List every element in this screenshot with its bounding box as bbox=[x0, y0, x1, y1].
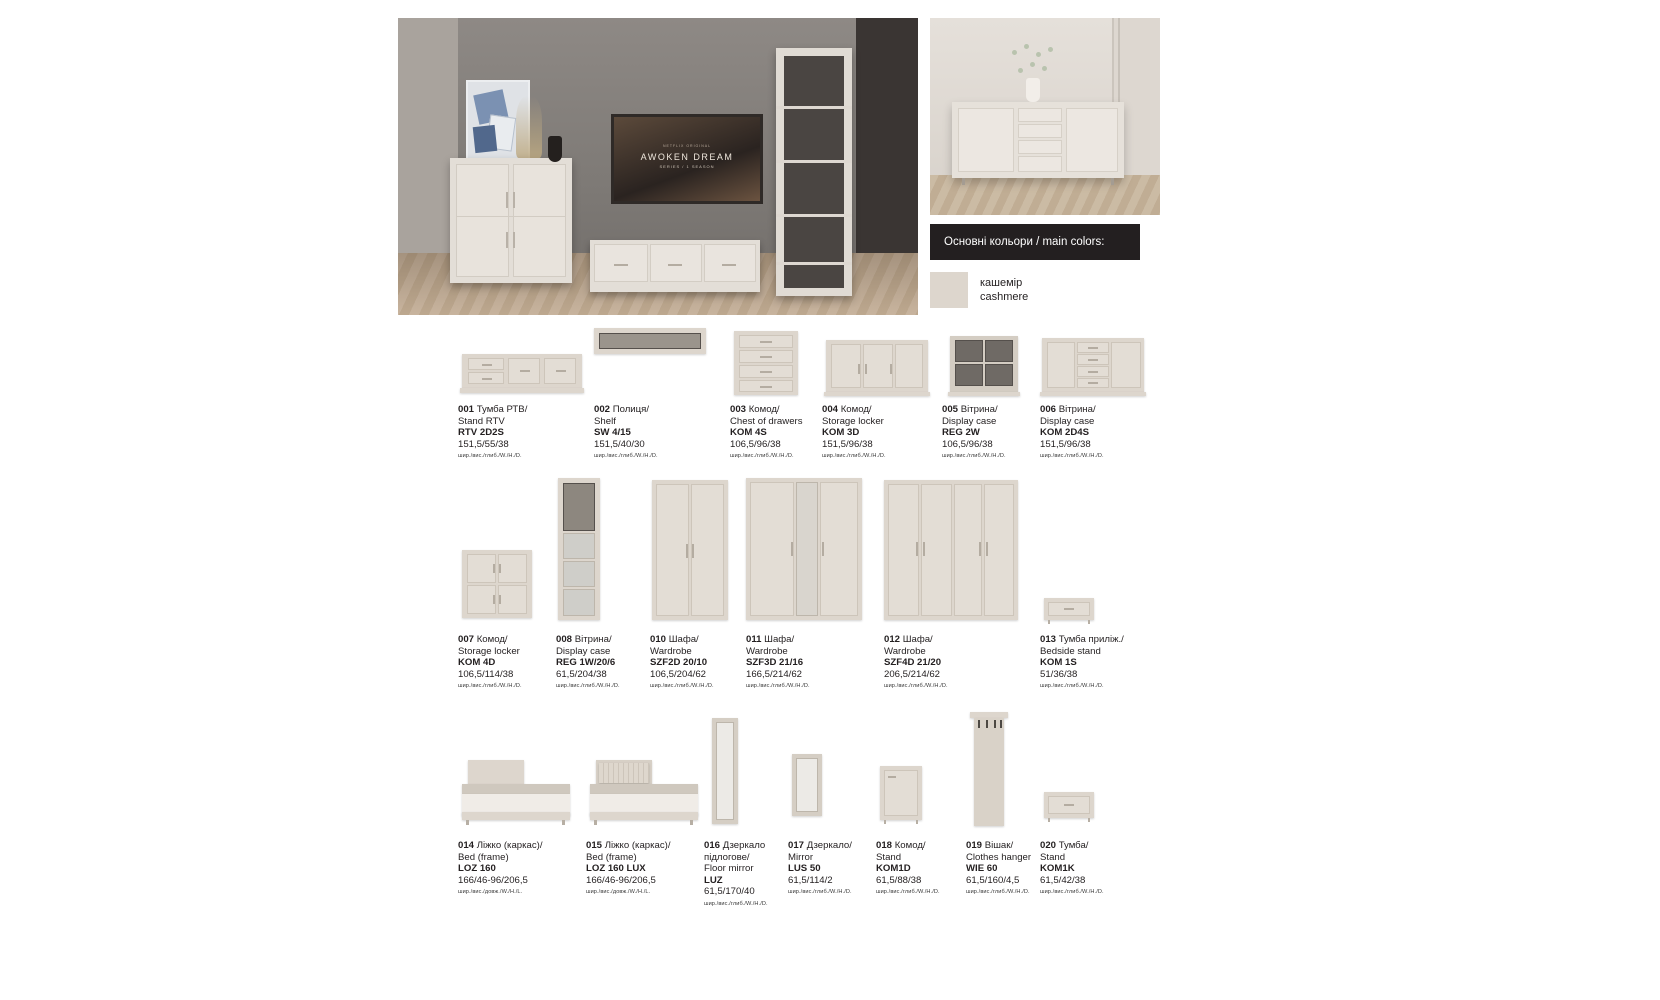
product-image-014 bbox=[458, 756, 578, 826]
product-name-en: Display case bbox=[942, 415, 997, 427]
product-number: 004 bbox=[822, 404, 841, 415]
product-code: SZF4D 21/20 bbox=[884, 657, 942, 669]
product-code: SZF3D 21/16 bbox=[746, 657, 804, 669]
photo-storage-locker bbox=[450, 158, 572, 283]
product-name-ua: Тумба приліж./ bbox=[1058, 634, 1124, 645]
dimension-note: шир./вис./довж./W./H./L. bbox=[586, 889, 651, 896]
main-colors-bar bbox=[930, 224, 1140, 260]
product-dimensions: 61,5/204/38 bbox=[556, 668, 607, 680]
product-name-en: Floor mirror bbox=[704, 863, 754, 875]
product-name-ua: Ліжко (каркас)/ bbox=[476, 840, 543, 851]
decor-vase bbox=[548, 136, 562, 162]
caption-015 bbox=[586, 840, 706, 899]
product-image-017 bbox=[792, 754, 842, 826]
dimension-note: шир./вис./глиб./W./H./D. bbox=[458, 683, 522, 690]
dimension-note: шир./вис./глиб./W./H./D. bbox=[884, 683, 948, 690]
caption-018 bbox=[876, 840, 966, 899]
room-scene-photo bbox=[398, 18, 918, 315]
product-name-en: Stand bbox=[1040, 851, 1066, 863]
product-number: 002 bbox=[594, 404, 613, 415]
caption-020 bbox=[1040, 840, 1130, 899]
product-name-en: Storage locker bbox=[822, 415, 884, 427]
dimension-note: шир./вис./глиб./W./H./D. bbox=[1040, 453, 1104, 460]
product-name-ua: Шафа/ bbox=[764, 634, 795, 645]
product-image-007 bbox=[458, 548, 548, 623]
caption-014 bbox=[458, 840, 578, 899]
product-code: LOZ 160 LUX bbox=[586, 863, 646, 875]
plant-branches bbox=[1008, 44, 1058, 80]
product-number: 012 bbox=[884, 634, 903, 645]
product-code: RTV 2D2S bbox=[458, 427, 504, 439]
cashmere-name-en: cashmere bbox=[980, 291, 1029, 303]
product-number: 017 bbox=[788, 840, 807, 851]
product-number: 015 bbox=[586, 840, 605, 851]
photo-vase bbox=[1026, 78, 1040, 102]
product-code: SZF2D 20/10 bbox=[650, 657, 708, 669]
dimension-note: шир./вис./глиб./W./H./D. bbox=[746, 683, 810, 690]
product-image-013 bbox=[1040, 594, 1100, 624]
product-dimensions: 61,5/88/38 bbox=[876, 874, 922, 886]
product-name-ua: Комод/ bbox=[476, 634, 508, 645]
caption-008 bbox=[556, 634, 656, 693]
dimension-note: шир./вис./глиб./W./H./D. bbox=[458, 453, 522, 460]
main-colors-label: Основні кольори / main colors: bbox=[944, 236, 1105, 248]
product-dimensions: 61,5/170/40 bbox=[704, 886, 755, 898]
product-image-003 bbox=[730, 328, 810, 398]
caption-016 bbox=[704, 840, 794, 911]
product-dimensions: 151,5/96/38 bbox=[822, 438, 873, 450]
product-name-ua: Полиця/ bbox=[612, 404, 650, 415]
product-code: KOM1D bbox=[876, 863, 911, 875]
product-image-004 bbox=[822, 328, 932, 398]
product-name-en: Chest of drawers bbox=[730, 415, 803, 427]
product-dimensions: 166/46-96/206,5 bbox=[458, 874, 528, 886]
dimension-note: шир./вис./глиб./W./H./D. bbox=[876, 889, 940, 896]
product-name-en: Mirror bbox=[788, 851, 814, 863]
product-dimensions: 166,5/214/62 bbox=[746, 668, 803, 680]
dimension-note: шир./вис./глиб./W./H./D. bbox=[788, 889, 852, 896]
dimension-note: шир./вис./глиб./W./H./D. bbox=[966, 889, 1030, 896]
product-image-010 bbox=[650, 478, 740, 623]
product-name-ua: Ліжко (каркас)/ bbox=[604, 840, 671, 851]
product-name-en: Clothes hanger bbox=[966, 851, 1032, 863]
product-code: KOM 3D bbox=[822, 427, 860, 439]
dried-plant bbox=[516, 96, 542, 158]
product-name-en: Display case bbox=[556, 645, 611, 657]
dimension-note: шир./вис./глиб./W./H./D. bbox=[650, 683, 714, 690]
product-code: SW 4/15 bbox=[594, 427, 631, 439]
caption-013 bbox=[1040, 634, 1160, 693]
caption-003 bbox=[730, 404, 830, 463]
cashmere-labels bbox=[980, 276, 1028, 304]
product-code: WIE 60 bbox=[966, 863, 998, 875]
product-code: REG 1W/20/6 bbox=[556, 657, 616, 669]
dark-wall-panel bbox=[856, 18, 918, 258]
product-name-en: Stand RTV bbox=[458, 415, 505, 427]
product-number: 005 bbox=[942, 404, 961, 415]
product-code: LUZ bbox=[704, 874, 723, 886]
television bbox=[611, 114, 763, 204]
product-name-ua: Вішак/ bbox=[984, 840, 1014, 851]
dimension-note: шир./вис./глиб./W./H./D. bbox=[594, 453, 658, 460]
product-code: REG 2W bbox=[942, 427, 980, 439]
product-name-ua: Тумба РТВ/ bbox=[476, 404, 528, 415]
product-name-ua: Шафа/ bbox=[902, 634, 933, 645]
product-dimensions: 61,5/42/38 bbox=[1040, 874, 1086, 886]
product-number: 010 bbox=[650, 634, 669, 645]
product-image-006 bbox=[1040, 328, 1150, 398]
caption-011 bbox=[746, 634, 856, 693]
product-name-ua: Вітрина/ bbox=[574, 634, 612, 645]
color-swatch-row bbox=[930, 272, 1028, 308]
product-name-en: Bedside stand bbox=[1040, 645, 1101, 657]
product-dimensions: 166/46-96/206,5 bbox=[586, 874, 656, 886]
caption-004 bbox=[822, 404, 922, 463]
caption-012 bbox=[884, 634, 994, 693]
product-name-en: Bed (frame) bbox=[458, 851, 509, 863]
product-number: 014 bbox=[458, 840, 477, 851]
photo-chest-of-drawers bbox=[952, 102, 1124, 178]
caption-002 bbox=[594, 404, 714, 463]
dimension-note: шир./вис./глиб./W./H./D. bbox=[822, 453, 886, 460]
product-name-ua: Дзеркало/ bbox=[806, 840, 852, 851]
product-name-en: Storage locker bbox=[458, 645, 520, 657]
product-dimensions: 106,5/96/38 bbox=[942, 438, 993, 450]
product-name-ua-2: підлогове/ bbox=[704, 851, 750, 863]
product-image-019 bbox=[966, 712, 1026, 826]
tv-subtitle-text: SERIES / 1 SEASON bbox=[659, 164, 715, 169]
product-code: KOM 2D4S bbox=[1040, 427, 1090, 439]
product-image-015 bbox=[586, 756, 706, 826]
product-number: 008 bbox=[556, 634, 575, 645]
product-name-en: Wardrobe bbox=[746, 645, 788, 657]
product-dimensions: 106,5/96/38 bbox=[730, 438, 781, 450]
product-name-en: Wardrobe bbox=[884, 645, 926, 657]
tv-title-text: AWOKEN DREAM bbox=[640, 152, 734, 162]
product-image-002 bbox=[594, 328, 714, 398]
product-image-016 bbox=[712, 718, 762, 826]
product-dimensions: 106,5/204/62 bbox=[650, 668, 707, 680]
product-name-en: Stand bbox=[876, 851, 902, 863]
dimension-note: шир./вис./довж./W./H./L. bbox=[458, 889, 523, 896]
product-image-008 bbox=[556, 478, 616, 623]
product-image-011 bbox=[746, 478, 876, 623]
product-number: 011 bbox=[746, 634, 765, 645]
product-name-ua: Комод/ bbox=[748, 404, 780, 415]
product-image-018 bbox=[876, 766, 936, 826]
product-name-ua: Вітрина/ bbox=[1058, 404, 1096, 415]
photo-display-case bbox=[776, 48, 852, 296]
product-code: KOM 1S bbox=[1040, 657, 1077, 669]
product-name-ua: Вітрина/ bbox=[960, 404, 998, 415]
caption-005 bbox=[942, 404, 1042, 463]
product-number: 016 bbox=[704, 840, 723, 851]
product-dimensions: 61,5/114/2 bbox=[788, 874, 833, 886]
product-dimensions: 151,5/55/38 bbox=[458, 438, 509, 450]
product-code: LOZ 160 bbox=[458, 863, 496, 875]
product-image-005 bbox=[948, 328, 1028, 398]
product-dimensions: 61,5/160/4,5 bbox=[966, 874, 1020, 886]
photo-rtv-stand bbox=[590, 240, 760, 292]
product-number: 018 bbox=[876, 840, 895, 851]
product-number: 013 bbox=[1040, 634, 1059, 645]
product-number: 003 bbox=[730, 404, 749, 415]
product-image-020 bbox=[1040, 790, 1100, 826]
product-number: 006 bbox=[1040, 404, 1059, 415]
product-name-ua: Шафа/ bbox=[668, 634, 699, 645]
product-image-012 bbox=[884, 478, 1034, 623]
product-dimensions: 151,5/96/38 bbox=[1040, 438, 1091, 450]
product-code: LUS 50 bbox=[788, 863, 821, 875]
dimension-note: шир./вис./глиб./W./H./D. bbox=[704, 900, 768, 907]
product-dimensions: 206,5/214/62 bbox=[884, 668, 941, 680]
sideboard-scene-photo bbox=[930, 18, 1160, 215]
caption-001 bbox=[458, 404, 578, 463]
product-name-ua: Дзеркало bbox=[722, 840, 766, 851]
product-number: 020 bbox=[1040, 840, 1059, 851]
cashmere-name-ua: кашемір bbox=[980, 277, 1023, 289]
dimension-note: шир./вис./глиб./W./H./D. bbox=[730, 453, 794, 460]
product-image-001 bbox=[458, 350, 586, 398]
product-number: 019 bbox=[966, 840, 985, 851]
product-name-en: Wardrobe bbox=[650, 645, 692, 657]
dimension-note: шир./вис./глиб./W./H./D. bbox=[1040, 683, 1104, 690]
caption-010 bbox=[650, 634, 750, 693]
cashmere-swatch bbox=[930, 272, 968, 308]
dimension-note: шир./вис./глиб./W./H./D. bbox=[556, 683, 620, 690]
product-code: KOM1K bbox=[1040, 863, 1075, 875]
product-name-en: Display case bbox=[1040, 415, 1095, 427]
product-name-ua: Тумба/ bbox=[1058, 840, 1089, 851]
product-dimensions: 106,5/114/38 bbox=[458, 668, 514, 680]
product-name-en: Shelf bbox=[594, 415, 616, 427]
product-name-ua: Комод/ bbox=[894, 840, 926, 851]
dimension-note: шир./вис./глиб./W./H./D. bbox=[1040, 889, 1104, 896]
dimension-note: шир./вис./глиб./W./H./D. bbox=[942, 453, 1006, 460]
product-dimensions: 151,5/40/30 bbox=[594, 438, 645, 450]
product-code: KOM 4S bbox=[730, 427, 767, 439]
product-name-ua: Комод/ bbox=[840, 404, 872, 415]
tv-brand-text: NETFLIX ORIGINAL bbox=[662, 144, 712, 148]
product-name-en: Bed (frame) bbox=[586, 851, 637, 863]
product-number: 007 bbox=[458, 634, 477, 645]
caption-017 bbox=[788, 840, 878, 899]
caption-007 bbox=[458, 634, 558, 693]
caption-006 bbox=[1040, 404, 1150, 463]
product-code: KOM 4D bbox=[458, 657, 496, 669]
product-dimensions: 51/36/38 bbox=[1040, 668, 1078, 680]
product-number: 001 bbox=[458, 404, 477, 415]
